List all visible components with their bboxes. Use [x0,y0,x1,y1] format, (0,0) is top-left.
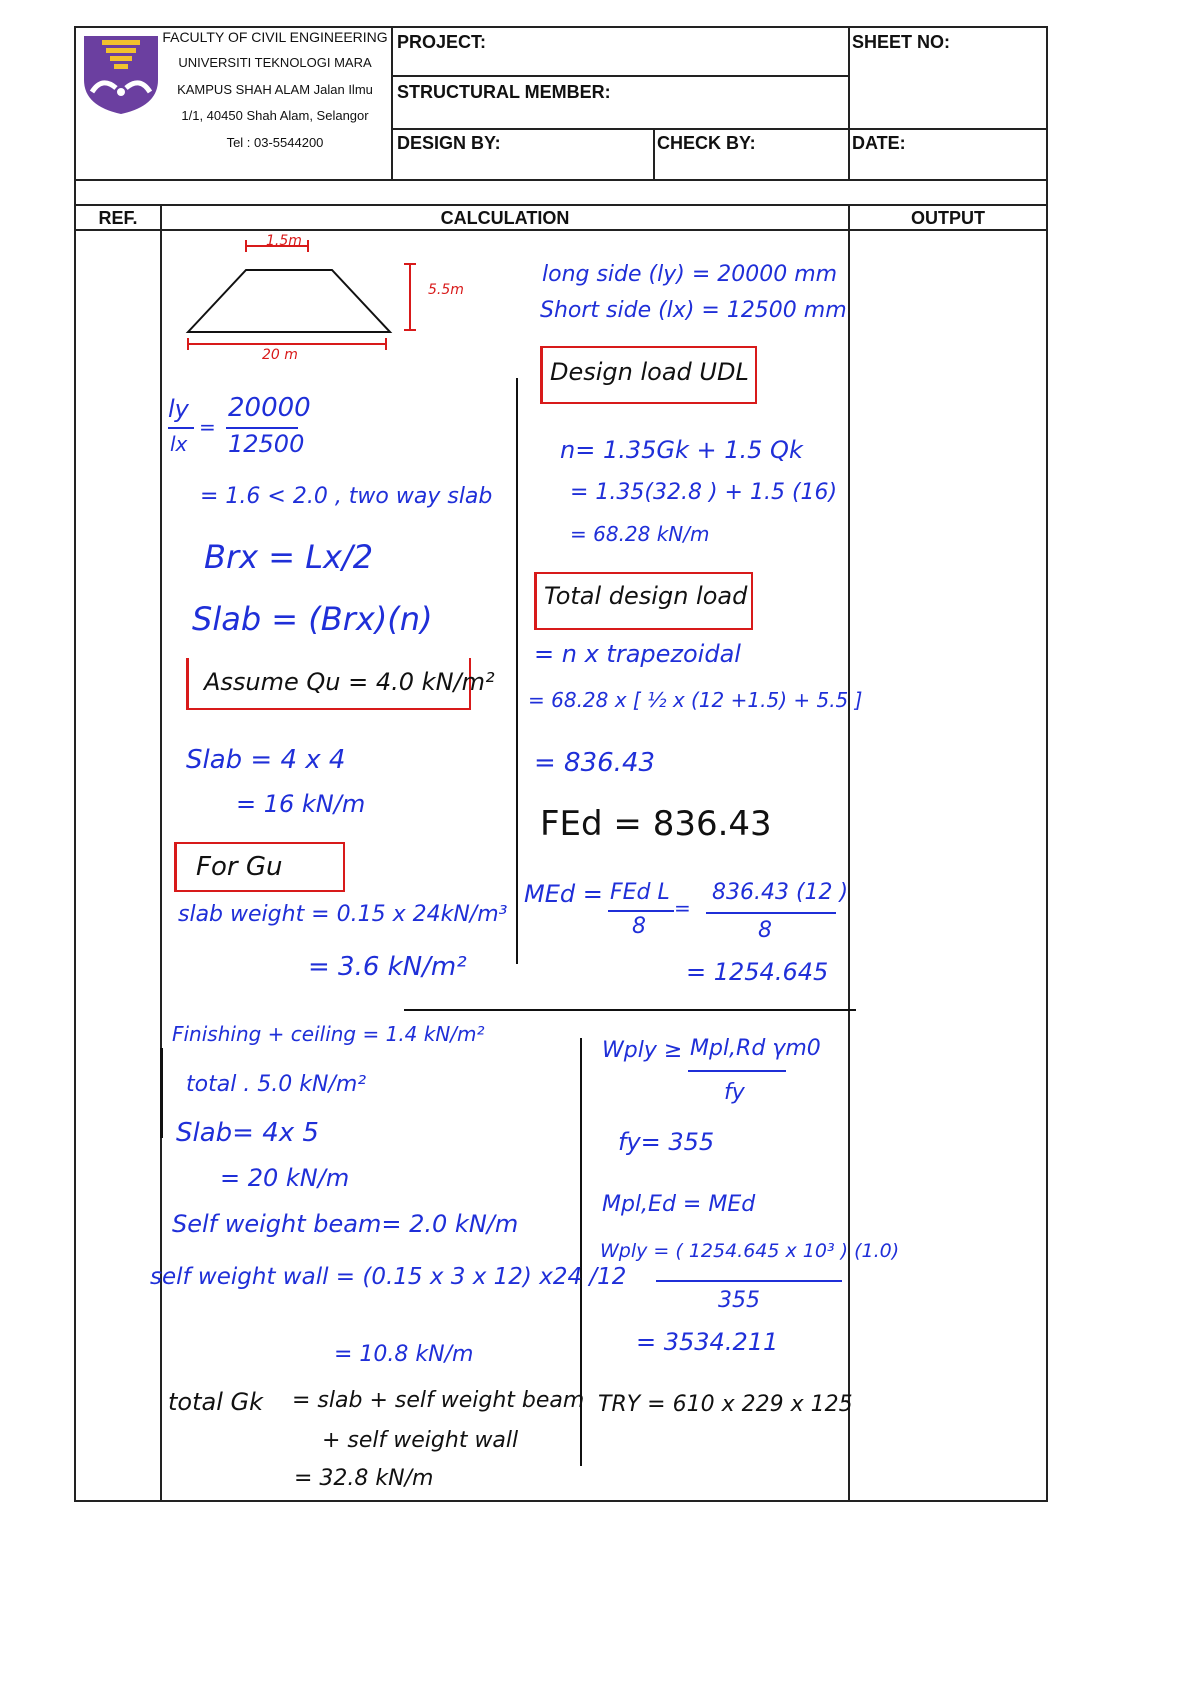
fy-value: fy= 355 [618,1128,715,1156]
two-way-text: = 1.6 < 2.0 , two way slab [200,484,493,509]
wply-calc-bar [656,1280,842,1282]
td-line-3: = 836.43 [534,748,656,778]
ratio-val-bar [226,427,298,429]
frame-left [74,26,76,1502]
n-formula-2: = 1.35(32.8 ) + 1.5 (16) [570,480,838,505]
med-eq: = [674,896,691,920]
med-val-bar [706,912,836,914]
wply-result: = 3534.211 [636,1328,779,1356]
sketch-top-dim: 1.5m [266,233,302,249]
header-row-4 [75,204,1047,206]
header-divider-2 [848,26,850,180]
assume-text: Assume Qu = 4.0 kN/m² [204,668,495,696]
slab-formula: Slab = (Brx)(n) [192,600,433,638]
ratio-eq: = [199,415,216,439]
output-column-header: OUTPUT [911,208,985,228]
calc-divider-horizontal [404,1009,856,1011]
self-weight-wall-res: = 10.8 kN/m [334,1342,474,1367]
header-row-3 [75,179,1047,181]
wply-bar [688,1070,786,1072]
brx-formula: Brx = Lx/2 [204,538,374,576]
date-label: DATE: [852,133,906,153]
n-formula-3: = 68.28 kN/m [570,522,710,546]
n-formula-1: n= 1.35Gk + 1.5 Qk [560,436,803,464]
finishing-text: Finishing + ceiling = 1.4 kN/m² [172,1022,485,1046]
self-weight-wall: self weight wall = (0.15 x 3 x 12) x24 /12 [150,1264,627,1290]
slab-weight-res: = 3.6 kN/m² [308,952,467,982]
total-gu-line-1: = slab + self weight beam [292,1388,585,1413]
frame-top [75,26,1047,28]
self-weight-beam: Self weight beam= 2.0 kN/m [172,1210,519,1238]
total-gu-line-3: = 32.8 kN/m [294,1466,434,1491]
design-by-label: DESIGN BY: [397,133,501,153]
ratio-den: lx [170,432,188,456]
med-result: = 1254.645 [686,958,829,986]
sheet-no-label: SHEET NO: [852,32,951,52]
header-row-2 [391,128,1047,130]
td-line-1: = n x trapezoidal [534,640,741,668]
med-label: MEd = [524,880,603,908]
ratio-bar [168,427,194,429]
med-val-num: 836.43 (12 ) [712,880,849,905]
fed-result: FEd = 836.43 [540,804,772,844]
slab2-text: Slab= 4x 5 [176,1118,319,1148]
uitm-logo [80,30,162,116]
total-gu-line-2: + self weight wall [322,1428,519,1453]
total-text: total . 5.0 kN/m² [186,1072,367,1097]
for-gu-text: For Gu [196,852,283,882]
wply-num: Mpl,Rd γm0 [690,1036,821,1061]
med-frac-num: FEd L [610,880,670,905]
ratio-val-den: 12500 [228,430,305,458]
long-side: long side (ly) = 20000 mm [542,262,838,287]
check-by-label: CHECK BY: [657,133,756,153]
slab-weight: slab weight = 0.15 x 24kN/m³ [178,902,508,927]
faculty-line-2: UNIVERSITI TEKNOLOGI MARA [178,55,372,70]
mpled-text: Mpl,Ed = MEd [602,1192,756,1217]
total-gu-label: total Gk [168,1388,264,1416]
trapezoid-sketch [180,232,480,372]
ratio-num: ly [168,395,189,423]
design-load-text: Design load UDL [550,358,749,386]
total-design-text: Total design load [544,582,748,610]
ref-column-header: REF. [98,208,138,228]
med-val-den: 8 [758,918,772,943]
header-row-1 [391,75,849,77]
col-divider-ref [160,204,162,1502]
wply-label: Wply ≥ [602,1038,683,1063]
try-section: TRY = 610 x 229 x 125 [598,1392,853,1417]
med-frac-den: 8 [632,914,646,939]
calculation-column-header: CALCULATION [440,208,570,228]
calc-divider-upper [516,378,518,964]
col-divider-output [848,204,850,1502]
frame-right [1046,26,1048,1502]
wply-calc-den: 355 [718,1288,760,1313]
short-side: Short side (lx) = 12500 mm [540,298,847,323]
structural-member-label: STRUCTURAL MEMBER: [397,82,611,102]
faculty-line-3: KAMPUS SHAH ALAM Jalan Ilmu [177,82,373,97]
wply-calc-num: Wply = ( 1254.645 x 10³ ) (1.0) [600,1240,900,1262]
header-divider-1 [391,26,393,180]
slab2-res: = 20 kN/m [220,1164,350,1192]
sketch-height-dim: 5.5m [428,282,464,298]
med-frac-bar [608,910,674,912]
faculty-line-4: 1/1, 40450 Shah Alam, Selangor [181,108,369,123]
margin-mark [160,1048,163,1138]
header-row-5 [75,229,1047,231]
slab-res: = 16 kN/m [236,790,366,818]
frame-bottom [75,1500,1047,1502]
sketch-base-dim: 20 m [262,347,298,363]
ratio-val-num: 20000 [228,393,311,423]
td-line-2: = 68.28 x [ ½ x (12 +1.5) + 5.5 ] [528,688,863,712]
faculty-line-5: Tel : 03-5544200 [226,135,324,150]
wply-den: fy [724,1080,745,1105]
header-divider-3 [653,128,655,180]
faculty-line-1: FACULTY OF CIVIL ENGINEERING [162,29,388,45]
slab-calc: Slab = 4 x 4 [186,745,346,775]
project-label: PROJECT: [397,32,487,52]
